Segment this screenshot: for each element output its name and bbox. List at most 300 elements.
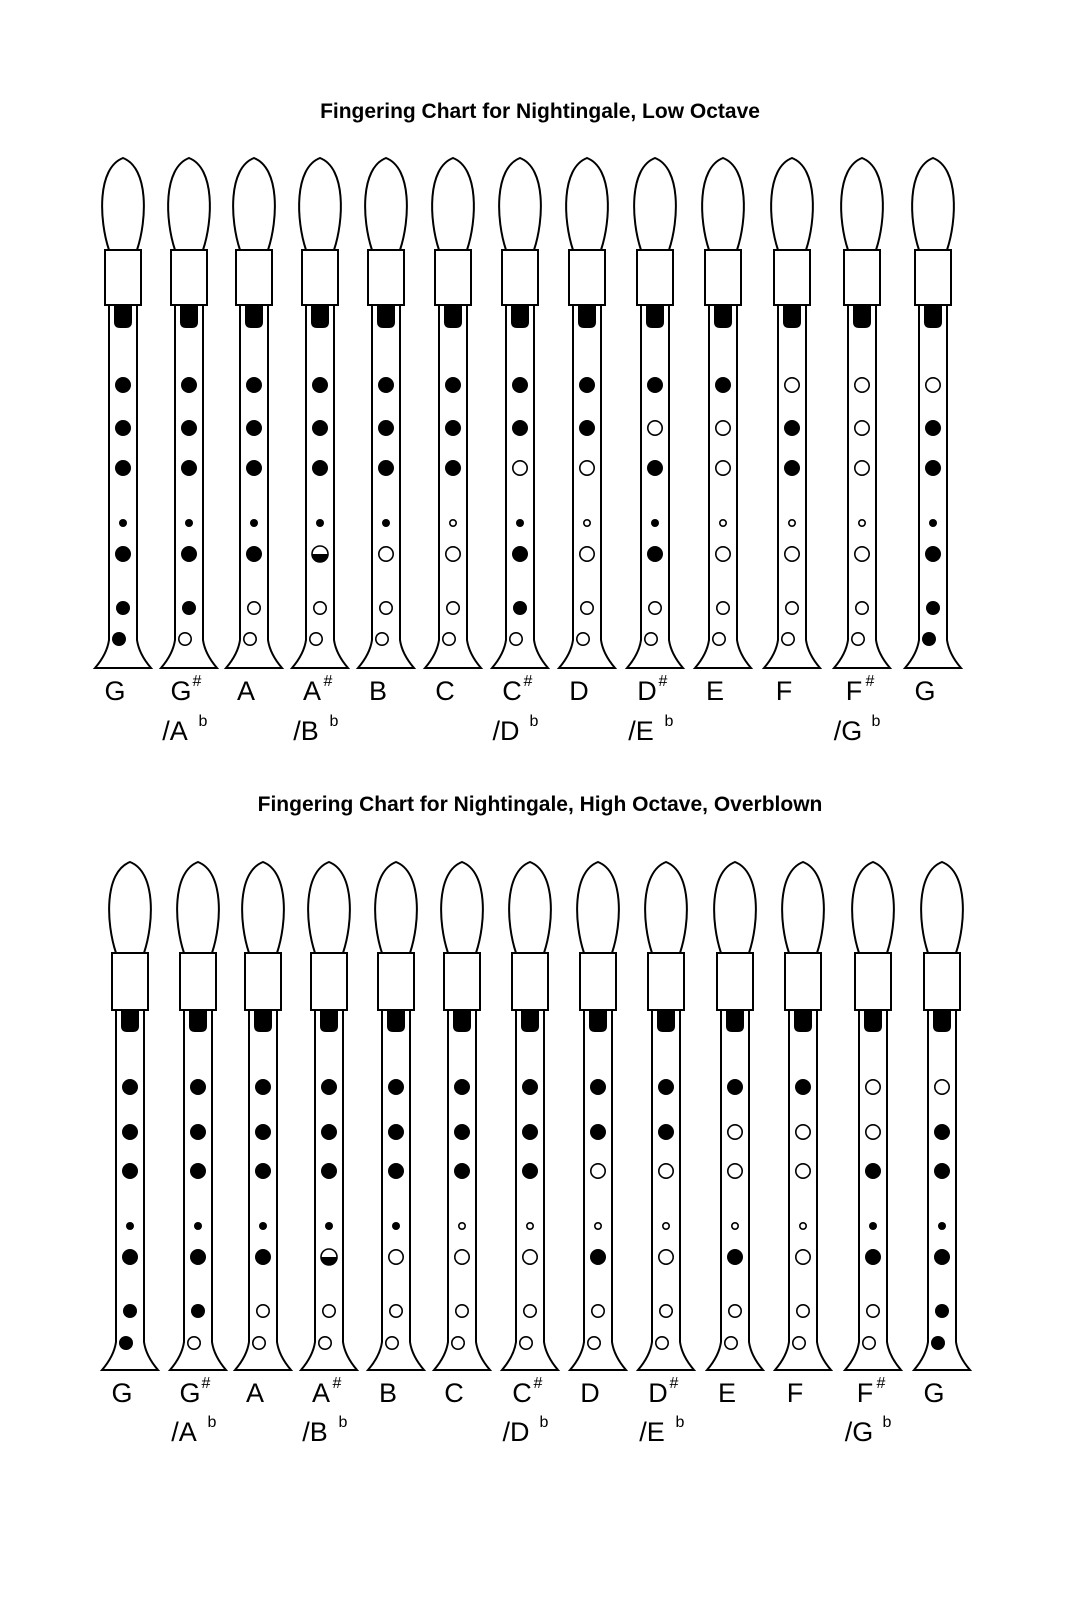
hole-closed bbox=[516, 519, 524, 527]
note-enharmonic-accidental: b bbox=[882, 1414, 892, 1431]
hole-open bbox=[796, 1164, 810, 1178]
note-enharmonic: /B bbox=[293, 716, 319, 746]
hole-closed bbox=[123, 1304, 137, 1318]
recorder-window bbox=[794, 1010, 812, 1032]
note-name: G bbox=[179, 1378, 201, 1408]
recorder-10 bbox=[707, 862, 763, 1408]
hole-closed bbox=[181, 377, 197, 393]
recorder-window bbox=[657, 1010, 675, 1032]
hole-open bbox=[935, 1080, 949, 1094]
hole-open bbox=[592, 1305, 604, 1317]
hole-open bbox=[577, 633, 589, 645]
hole-closed bbox=[312, 460, 328, 476]
hole-closed bbox=[246, 546, 262, 562]
recorder-head bbox=[702, 158, 744, 250]
hole-open bbox=[785, 378, 799, 392]
recorder-head bbox=[714, 862, 756, 953]
hole-closed bbox=[784, 460, 800, 476]
recorder-collar bbox=[435, 250, 471, 305]
recorder-collar bbox=[774, 250, 810, 305]
note-accidental: # bbox=[192, 673, 202, 690]
hole-closed bbox=[445, 420, 461, 436]
note-name: C bbox=[444, 1378, 464, 1408]
recorder-12 bbox=[845, 862, 901, 1447]
hole-open bbox=[796, 1125, 810, 1139]
hole-closed bbox=[190, 1124, 206, 1140]
recorder-window bbox=[189, 1010, 207, 1032]
recorder-head bbox=[109, 862, 151, 953]
hole-closed bbox=[590, 1124, 606, 1140]
hole-open bbox=[588, 1337, 600, 1349]
hole-closed bbox=[325, 1222, 333, 1230]
recorder-collar bbox=[171, 250, 207, 305]
hole-open bbox=[523, 1250, 537, 1264]
recorder-head bbox=[566, 158, 608, 250]
hole-open bbox=[386, 1337, 398, 1349]
hole-closed bbox=[119, 519, 127, 527]
hole-closed bbox=[522, 1079, 538, 1095]
hole-open bbox=[390, 1305, 402, 1317]
hole-closed bbox=[925, 420, 941, 436]
recorder-13 bbox=[914, 862, 970, 1408]
hole-open bbox=[867, 1305, 879, 1317]
hole-closed bbox=[122, 1124, 138, 1140]
note-enharmonic: /D bbox=[502, 1417, 530, 1447]
hole-closed bbox=[115, 377, 131, 393]
hole-closed bbox=[255, 1079, 271, 1095]
recorder-collar bbox=[569, 250, 605, 305]
recorder-window bbox=[254, 1010, 272, 1032]
recorder-head bbox=[242, 862, 284, 953]
hole-closed bbox=[312, 377, 328, 393]
recorder-4 bbox=[292, 158, 348, 746]
hole-closed bbox=[181, 420, 197, 436]
recorder-collar bbox=[717, 953, 753, 1010]
high-octave-recorders bbox=[0, 800, 1080, 1580]
note-name: C bbox=[502, 676, 522, 706]
note-enharmonic-accidental: b bbox=[329, 713, 339, 730]
recorder-11 bbox=[775, 862, 831, 1408]
hole-closed bbox=[935, 1304, 949, 1318]
note-enharmonic: /G bbox=[844, 1417, 874, 1447]
hole-open bbox=[663, 1223, 669, 1229]
hole-open bbox=[380, 602, 392, 614]
note-name: B bbox=[378, 1378, 398, 1408]
note-name: F bbox=[786, 1378, 804, 1408]
note-enharmonic: /E bbox=[639, 1417, 665, 1447]
hole-open bbox=[797, 1305, 809, 1317]
recorder-collar bbox=[705, 250, 741, 305]
note-accidental: # bbox=[201, 1375, 211, 1392]
recorder-collar bbox=[311, 953, 347, 1010]
hole-open bbox=[716, 547, 730, 561]
note-accidental: # bbox=[533, 1375, 543, 1392]
note-enharmonic: /G bbox=[833, 716, 863, 746]
note-name: G bbox=[914, 676, 936, 706]
hole-closed bbox=[378, 377, 394, 393]
recorder-window bbox=[783, 305, 801, 328]
recorder-collar bbox=[245, 953, 281, 1010]
hole-closed bbox=[259, 1222, 267, 1230]
hole-open bbox=[580, 547, 594, 561]
hole-closed bbox=[865, 1249, 881, 1265]
note-enharmonic-accidental: b bbox=[675, 1414, 685, 1431]
hole-closed bbox=[122, 1079, 138, 1095]
hole-closed bbox=[392, 1222, 400, 1230]
hole-closed bbox=[388, 1163, 404, 1179]
hole-open bbox=[659, 1164, 673, 1178]
hole-closed bbox=[122, 1249, 138, 1265]
recorder-window bbox=[311, 305, 329, 328]
recorder-4 bbox=[301, 862, 357, 1447]
hole-closed bbox=[934, 1124, 950, 1140]
hole-open bbox=[524, 1305, 536, 1317]
hole-closed bbox=[579, 420, 595, 436]
hole-closed bbox=[182, 601, 196, 615]
hole-open bbox=[450, 520, 456, 526]
note-enharmonic-accidental: b bbox=[539, 1414, 549, 1431]
hole-open bbox=[789, 520, 795, 526]
recorder-13 bbox=[905, 158, 961, 706]
hole-closed bbox=[926, 601, 940, 615]
hole-open bbox=[720, 520, 726, 526]
hole-closed bbox=[647, 460, 663, 476]
hole-open bbox=[800, 1223, 806, 1229]
recorder-head bbox=[509, 862, 551, 953]
recorder-window bbox=[933, 1010, 951, 1032]
hole-open bbox=[717, 602, 729, 614]
recorder-window bbox=[387, 1010, 405, 1032]
hole-open bbox=[510, 633, 522, 645]
recorder-collar bbox=[105, 250, 141, 305]
note-name: G bbox=[170, 676, 192, 706]
hole-closed bbox=[590, 1079, 606, 1095]
recorder-9 bbox=[638, 862, 694, 1447]
recorder-collar bbox=[844, 250, 880, 305]
hole-closed bbox=[185, 519, 193, 527]
note-name: F bbox=[775, 676, 793, 706]
hole-open bbox=[859, 520, 865, 526]
recorder-head bbox=[432, 158, 474, 250]
note-name: D bbox=[569, 676, 589, 706]
recorder-head bbox=[375, 862, 417, 953]
recorder-window bbox=[511, 305, 529, 328]
recorder-window bbox=[521, 1010, 539, 1032]
hole-open bbox=[581, 602, 593, 614]
hole-open bbox=[728, 1164, 742, 1178]
recorder-collar bbox=[855, 953, 891, 1010]
hole-closed bbox=[512, 377, 528, 393]
hole-closed bbox=[727, 1079, 743, 1095]
hole-closed bbox=[938, 1222, 946, 1230]
note-accidental: # bbox=[332, 1375, 342, 1392]
hole-open bbox=[855, 421, 869, 435]
hole-open bbox=[248, 602, 260, 614]
recorder-window bbox=[924, 305, 942, 328]
recorder-8 bbox=[559, 158, 615, 706]
hole-open bbox=[716, 461, 730, 475]
hole-open bbox=[447, 602, 459, 614]
note-accidental: # bbox=[669, 1375, 679, 1392]
hole-open bbox=[310, 633, 322, 645]
note-enharmonic-accidental: b bbox=[664, 713, 674, 730]
note-enharmonic-accidental: b bbox=[338, 1414, 348, 1431]
hole-open bbox=[729, 1305, 741, 1317]
hole-open bbox=[649, 602, 661, 614]
hole-open bbox=[725, 1337, 737, 1349]
note-accidental: # bbox=[523, 673, 533, 690]
recorder-collar bbox=[637, 250, 673, 305]
hole-closed bbox=[658, 1079, 674, 1095]
recorder-window bbox=[114, 305, 132, 328]
recorder-window bbox=[121, 1010, 139, 1032]
note-name: G bbox=[104, 676, 126, 706]
hole-open bbox=[179, 633, 191, 645]
hole-open bbox=[314, 602, 326, 614]
note-enharmonic: /A bbox=[171, 1417, 197, 1447]
hole-open bbox=[520, 1337, 532, 1349]
hole-open bbox=[926, 378, 940, 392]
recorder-6 bbox=[434, 862, 490, 1408]
hole-closed bbox=[112, 632, 126, 646]
hole-open bbox=[319, 1337, 331, 1349]
note-name: A bbox=[302, 676, 322, 706]
hole-closed bbox=[255, 1163, 271, 1179]
recorder-collar bbox=[924, 953, 960, 1010]
hole-closed bbox=[190, 1249, 206, 1265]
hole-open bbox=[446, 547, 460, 561]
hole-closed bbox=[312, 420, 328, 436]
hole-open bbox=[452, 1337, 464, 1349]
note-name: A bbox=[236, 676, 256, 706]
hole-closed bbox=[255, 1249, 271, 1265]
hole-open bbox=[253, 1337, 265, 1349]
hole-closed bbox=[931, 1336, 945, 1350]
note-name: D bbox=[637, 676, 657, 706]
hole-closed bbox=[246, 377, 262, 393]
note-name: B bbox=[368, 676, 388, 706]
note-accidental: # bbox=[876, 1375, 886, 1392]
hole-closed bbox=[590, 1249, 606, 1265]
hole-open bbox=[786, 602, 798, 614]
hole-open bbox=[459, 1223, 465, 1229]
recorder-window bbox=[853, 305, 871, 328]
hole-closed bbox=[119, 1336, 133, 1350]
hole-closed bbox=[513, 601, 527, 615]
note-name: A bbox=[245, 1378, 265, 1408]
recorder-head bbox=[308, 862, 350, 953]
recorder-window bbox=[726, 1010, 744, 1032]
note-enharmonic-accidental: b bbox=[871, 713, 881, 730]
recorder-head bbox=[168, 158, 210, 250]
hole-closed bbox=[382, 519, 390, 527]
hole-open bbox=[188, 1337, 200, 1349]
hole-closed bbox=[512, 420, 528, 436]
hole-open bbox=[659, 1250, 673, 1264]
note-accidental: # bbox=[658, 673, 668, 690]
recorder-head bbox=[912, 158, 954, 250]
hole-closed bbox=[647, 546, 663, 562]
hole-open bbox=[527, 1223, 533, 1229]
hole-open bbox=[785, 547, 799, 561]
recorder-window bbox=[864, 1010, 882, 1032]
hole-closed bbox=[522, 1124, 538, 1140]
recorder-window bbox=[377, 305, 395, 328]
hole-open bbox=[584, 520, 590, 526]
hole-open bbox=[793, 1337, 805, 1349]
recorder-collar bbox=[368, 250, 404, 305]
note-enharmonic-accidental: b bbox=[198, 713, 208, 730]
recorder-5 bbox=[368, 862, 424, 1408]
recorder-head bbox=[841, 158, 883, 250]
recorder-head bbox=[577, 862, 619, 953]
recorder-collar bbox=[302, 250, 338, 305]
recorder-6 bbox=[425, 158, 481, 706]
chart-title: Fingering Chart for Nightingale, Low Octave bbox=[320, 100, 760, 123]
recorder-9 bbox=[627, 158, 683, 746]
recorder-2 bbox=[161, 158, 217, 746]
hole-open bbox=[648, 421, 662, 435]
recorder-collar bbox=[502, 250, 538, 305]
recorder-window bbox=[646, 305, 664, 328]
recorder-collar bbox=[444, 953, 480, 1010]
recorder-collar bbox=[580, 953, 616, 1010]
hole-closed bbox=[784, 420, 800, 436]
hole-closed bbox=[255, 1124, 271, 1140]
recorder-1 bbox=[95, 158, 151, 706]
note-name: A bbox=[311, 1378, 331, 1408]
hole-closed bbox=[321, 1163, 337, 1179]
recorder-window bbox=[320, 1010, 338, 1032]
hole-open bbox=[732, 1223, 738, 1229]
note-name: E bbox=[717, 1378, 737, 1408]
hole-open bbox=[379, 547, 393, 561]
hole-closed bbox=[512, 546, 528, 562]
recorder-head bbox=[233, 158, 275, 250]
hole-closed bbox=[925, 546, 941, 562]
note-name: D bbox=[648, 1378, 668, 1408]
hole-closed bbox=[191, 1304, 205, 1318]
recorder-3 bbox=[226, 158, 282, 706]
low-octave-recorders bbox=[0, 0, 1080, 760]
hole-closed bbox=[934, 1163, 950, 1179]
hole-closed bbox=[454, 1163, 470, 1179]
hole-closed bbox=[122, 1163, 138, 1179]
recorder-collar bbox=[512, 953, 548, 1010]
note-enharmonic-accidental: b bbox=[207, 1414, 217, 1431]
recorder-1 bbox=[102, 862, 158, 1408]
note-enharmonic: /E bbox=[628, 716, 654, 746]
hole-open bbox=[728, 1125, 742, 1139]
hole-closed bbox=[454, 1124, 470, 1140]
hole-closed bbox=[115, 460, 131, 476]
hole-open bbox=[660, 1305, 672, 1317]
recorder-collar bbox=[648, 953, 684, 1010]
hole-closed bbox=[929, 519, 937, 527]
hole-closed bbox=[651, 519, 659, 527]
hole-open bbox=[856, 602, 868, 614]
hole-closed bbox=[194, 1222, 202, 1230]
chart-title: Fingering Chart for Nightingale, High Octave, Overblown bbox=[257, 793, 823, 816]
hole-closed bbox=[181, 546, 197, 562]
recorder-5 bbox=[358, 158, 414, 706]
hole-closed bbox=[922, 632, 936, 646]
note-name: C bbox=[435, 676, 455, 706]
recorder-head bbox=[365, 158, 407, 250]
hole-open bbox=[866, 1125, 880, 1139]
hole-closed bbox=[246, 420, 262, 436]
hole-open bbox=[855, 547, 869, 561]
hole-closed bbox=[321, 1124, 337, 1140]
hole-open bbox=[323, 1305, 335, 1317]
recorder-3 bbox=[235, 862, 291, 1408]
hole-open bbox=[866, 1080, 880, 1094]
hole-closed bbox=[115, 420, 131, 436]
recorder-7 bbox=[502, 862, 558, 1447]
hole-closed bbox=[181, 460, 197, 476]
hole-closed bbox=[388, 1124, 404, 1140]
hole-closed bbox=[190, 1079, 206, 1095]
hole-closed bbox=[115, 546, 131, 562]
recorder-window bbox=[714, 305, 732, 328]
hole-closed bbox=[522, 1163, 538, 1179]
hole-closed bbox=[246, 460, 262, 476]
hole-closed bbox=[579, 377, 595, 393]
hole-open bbox=[713, 633, 725, 645]
hole-open bbox=[591, 1164, 605, 1178]
recorder-head bbox=[921, 862, 963, 953]
note-name: F bbox=[856, 1378, 874, 1408]
recorder-head bbox=[441, 862, 483, 953]
hole-open bbox=[716, 421, 730, 435]
recorder-head bbox=[634, 158, 676, 250]
hole-closed bbox=[925, 460, 941, 476]
note-accidental: # bbox=[865, 673, 875, 690]
hole-open bbox=[656, 1337, 668, 1349]
hole-closed bbox=[658, 1124, 674, 1140]
recorder-collar bbox=[112, 953, 148, 1010]
hole-open bbox=[580, 461, 594, 475]
note-name: F bbox=[845, 676, 863, 706]
recorder-2 bbox=[170, 862, 226, 1447]
recorder-8 bbox=[570, 862, 626, 1408]
hole-open bbox=[376, 633, 388, 645]
recorder-window bbox=[453, 1010, 471, 1032]
recorder-collar bbox=[785, 953, 821, 1010]
note-name: D bbox=[580, 1378, 600, 1408]
hole-closed bbox=[445, 460, 461, 476]
hole-closed bbox=[454, 1079, 470, 1095]
recorder-window bbox=[589, 1010, 607, 1032]
note-accidental: # bbox=[323, 673, 333, 690]
hole-open bbox=[782, 633, 794, 645]
recorder-head bbox=[645, 862, 687, 953]
hole-closed bbox=[378, 460, 394, 476]
hole-closed bbox=[647, 377, 663, 393]
hole-open bbox=[645, 633, 657, 645]
recorder-head bbox=[102, 158, 144, 250]
note-name: C bbox=[512, 1378, 532, 1408]
hole-open bbox=[513, 461, 527, 475]
note-enharmonic: /D bbox=[492, 716, 520, 746]
recorder-window bbox=[444, 305, 462, 328]
recorder-collar bbox=[236, 250, 272, 305]
hole-open bbox=[855, 461, 869, 475]
note-enharmonic-accidental: b bbox=[529, 713, 539, 730]
hole-closed bbox=[445, 377, 461, 393]
hole-closed bbox=[321, 1079, 337, 1095]
hole-open bbox=[244, 633, 256, 645]
